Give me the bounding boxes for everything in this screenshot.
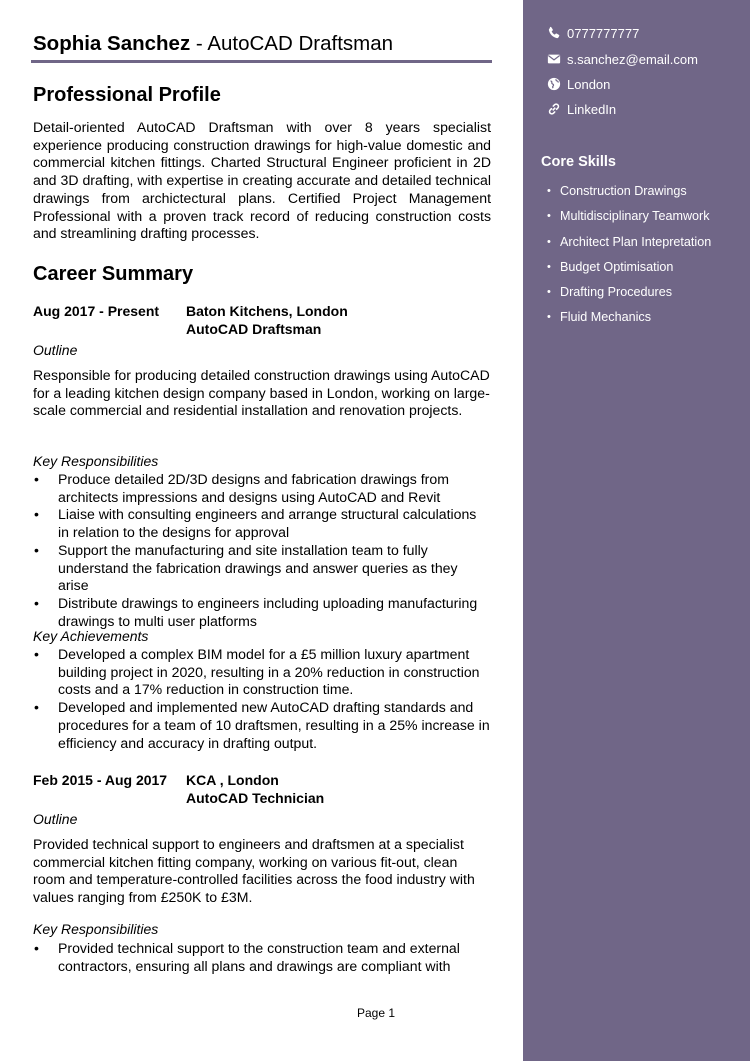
job-company: KCA , London xyxy=(186,772,279,788)
contact-linkedin xyxy=(547,102,616,118)
skill-item: • Multidisciplinary Teamwork xyxy=(541,207,711,232)
resume-header xyxy=(33,31,393,57)
profile-text: Detail-oriented AutoCAD Draftsman with over 8 years specialist experience producing construction drawings for high-value domestic and commercial kitchen fittings. Charted Structural Engineer proficient in 2D and 3D drafting, with expertise in creating accurate and detailed technical drawings from archictectural plans. Certified Project Management Professional with a proven track record of reducing construction costs and streamlining drafting processes. xyxy=(33,119,491,242)
career-heading: Career Summary xyxy=(33,263,194,285)
job-role: AutoCAD Draftsman xyxy=(186,321,322,337)
contact-email xyxy=(547,52,698,68)
candidate-name: Sophia Sanchez xyxy=(33,32,191,55)
profile-heading: Professional Profile xyxy=(33,84,221,106)
responsibilities-label: Key Responsibilities xyxy=(33,453,159,469)
achievements-list xyxy=(33,646,491,752)
responsibilities-list xyxy=(33,940,491,975)
skill-item: • Drafting Procedures xyxy=(541,283,711,308)
job-title: AutoCAD Draftsman xyxy=(207,32,394,55)
list-item: • Developed and implemented new AutoCAD drafting standards and procedures for a team of 10 draftsmen, resulting in a 25% increase in efficiency and accuracy in drafting output. xyxy=(33,699,491,752)
contact-email-text: s.sanchez@email.com xyxy=(567,52,698,67)
outline-label: Outline xyxy=(33,342,78,358)
contact-linkedin-text[interactable]: LinkedIn xyxy=(567,102,617,117)
achievements-label: Key Achievements xyxy=(33,628,149,644)
page-number: Page 1 xyxy=(357,1006,396,1020)
list-item: • Liaise with consulting engineers and arrange structural calculations in relation to the designs for approval xyxy=(33,506,491,541)
skill-item: • Budget Optimisation xyxy=(541,258,711,283)
sidebar xyxy=(523,0,750,1061)
link-icon xyxy=(547,102,561,116)
job-company: Baton Kitchens, London xyxy=(186,303,348,319)
job-dates: Feb 2015 - Aug 2017 xyxy=(33,772,168,788)
job-role: AutoCAD Technician xyxy=(186,790,325,806)
job-outline: Responsible for producing detailed construction drawings using AutoCAD for a leading kitchen design company based in London, working on large-scale commercial and residential installation and renovation projects. xyxy=(33,367,490,419)
skill-item: • Fluid Mechanics xyxy=(541,308,711,333)
globe-icon xyxy=(547,77,561,91)
contact-location-text: London xyxy=(567,77,611,92)
job-dates: Aug 2017 - Present xyxy=(33,303,160,319)
outline-label: Outline xyxy=(33,811,78,827)
list-item: • Provided technical support to the construction team and external contractors, ensuring all plans and drawings are compliant with xyxy=(33,940,491,975)
skills-heading: Core Skills xyxy=(541,154,616,170)
contact-location xyxy=(547,77,610,93)
skills-list xyxy=(541,182,711,334)
responsibilities-label: Key Responsibilities xyxy=(33,921,159,937)
list-item: • Developed a complex BIM model for a £5 million luxury apartment building project in 2020, resulting in a 20% reduction in construction costs and a 17% reduction in construction time. xyxy=(33,646,491,699)
list-item: • Produce detailed 2D/3D designs and fabrication drawings from architects impressions and designs using AutoCAD and Revit xyxy=(33,471,491,506)
responsibilities-list xyxy=(33,471,491,630)
header-separator: - xyxy=(190,32,208,55)
contact-phone-text: 0777777777 xyxy=(567,26,640,41)
skill-item: • Construction Drawings xyxy=(541,182,711,207)
phone-icon xyxy=(547,26,561,40)
list-item: • Distribute drawings to engineers including uploading manufacturing drawings to multi user platforms xyxy=(33,595,491,630)
header-divider xyxy=(31,60,492,63)
skill-item: • Architect Plan Intepretation xyxy=(541,233,711,258)
list-item: • Support the manufacturing and site installation team to fully understand the fabrication drawings and answer queries as they arise xyxy=(33,542,491,595)
envelope-icon xyxy=(547,52,561,66)
job-outline: Provided technical support to engineers and draftsmen at a specialist commercial kitchen fitting company, working on various fit-out, clean room and temperature-controlled facilities across the food industry with values ranging from £250K to £3M. xyxy=(33,836,475,906)
contact-phone xyxy=(547,26,639,42)
